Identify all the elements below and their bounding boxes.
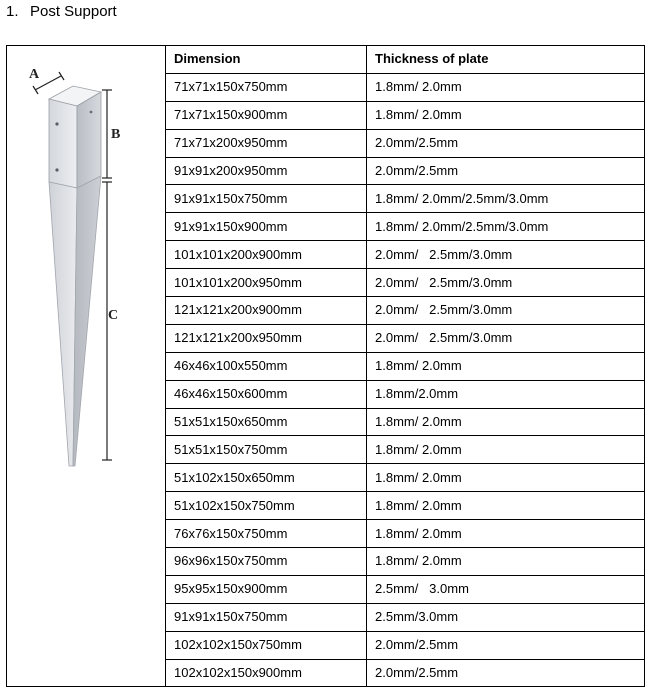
thickness-cell: 1.8mm/ 2.0mm xyxy=(367,408,645,436)
dimension-cell: 71x71x150x900mm xyxy=(166,101,367,129)
dimension-cell: 121x121x200x900mm xyxy=(166,297,367,325)
post-support-table xyxy=(6,45,645,687)
dimension-cell: 46x46x100x550mm xyxy=(166,352,367,380)
illustration-cell xyxy=(7,46,166,687)
dimension-cell: 91x91x150x750mm xyxy=(166,603,367,631)
thickness-cell: 2.0mm/2.5mm xyxy=(367,659,645,687)
thickness-cell: 2.0mm/ 2.5mm/3.0mm xyxy=(367,269,645,297)
thickness-cell: 1.8mm/ 2.0mm xyxy=(367,520,645,548)
table-header-row xyxy=(7,46,645,74)
thickness-cell: 2.5mm/3.0mm xyxy=(367,603,645,631)
thickness-cell: 2.0mm/ 2.5mm/3.0mm xyxy=(367,297,645,325)
thickness-cell: 2.5mm/ 3.0mm xyxy=(367,575,645,603)
thickness-cell: 2.0mm/2.5mm xyxy=(367,157,645,185)
dimension-cell: 121x121x200x950mm xyxy=(166,324,367,352)
thickness-cell: 2.0mm/2.5mm xyxy=(367,129,645,157)
thickness-cell: 1.8mm/ 2.0mm/2.5mm/3.0mm xyxy=(367,185,645,213)
section-title: Post Support xyxy=(30,3,117,20)
dimension-cell: 101x101x200x900mm xyxy=(166,241,367,269)
thickness-cell: 2.0mm/ 2.5mm/3.0mm xyxy=(367,241,645,269)
thickness-cell: 1.8mm/ 2.0mm xyxy=(367,492,645,520)
post-socket xyxy=(49,86,101,188)
post-spike xyxy=(49,176,101,466)
dimension-cell: 51x102x150x750mm xyxy=(166,492,367,520)
dimension-cell: 96x96x150x750mm xyxy=(166,548,367,576)
post-support-illustration xyxy=(7,46,166,691)
dimension-cell: 71x71x150x750mm xyxy=(166,73,367,101)
dimension-cell: 91x91x200x950mm xyxy=(166,157,367,185)
dimension-a-label: A xyxy=(29,67,40,82)
dimension-cell: 102x102x150x750mm xyxy=(166,631,367,659)
thickness-cell: 1.8mm/ 2.0mm xyxy=(367,73,645,101)
dimension-cell: 51x51x150x650mm xyxy=(166,408,367,436)
dimension-cell: 71x71x200x950mm xyxy=(166,129,367,157)
dimension-cell: 95x95x150x900mm xyxy=(166,575,367,603)
dimension-cell: 102x102x150x900mm xyxy=(166,659,367,687)
dimension-cell: 46x46x150x600mm xyxy=(166,380,367,408)
dimension-b-label: B xyxy=(111,127,121,142)
header-dimension: Dimension xyxy=(166,46,367,74)
header-thickness: Thickness of plate xyxy=(367,46,645,74)
dimension-cell: 101x101x200x950mm xyxy=(166,269,367,297)
thickness-cell: 1.8mm/ 2.0mm xyxy=(367,101,645,129)
thickness-cell: 1.8mm/ 2.0mm xyxy=(367,548,645,576)
dimension-cell: 91x91x150x900mm xyxy=(166,213,367,241)
section-heading xyxy=(6,2,117,22)
thickness-cell: 1.8mm/ 2.0mm xyxy=(367,464,645,492)
thickness-cell: 2.0mm/2.5mm xyxy=(367,631,645,659)
thickness-cell: 1.8mm/2.0mm xyxy=(367,380,645,408)
thickness-cell: 1.8mm/ 2.0mm xyxy=(367,436,645,464)
dimension-c-label: C xyxy=(108,308,119,323)
dimension-cell: 76x76x150x750mm xyxy=(166,520,367,548)
dimension-cell: 91x91x150x750mm xyxy=(166,185,367,213)
dimension-cell: 51x102x150x650mm xyxy=(166,464,367,492)
thickness-cell: 1.8mm/ 2.0mm xyxy=(367,352,645,380)
thickness-cell: 2.0mm/ 2.5mm/3.0mm xyxy=(367,324,645,352)
thickness-cell: 1.8mm/ 2.0mm/2.5mm/3.0mm xyxy=(367,213,645,241)
section-number: 1. xyxy=(6,3,19,20)
dimension-cell: 51x51x150x750mm xyxy=(166,436,367,464)
